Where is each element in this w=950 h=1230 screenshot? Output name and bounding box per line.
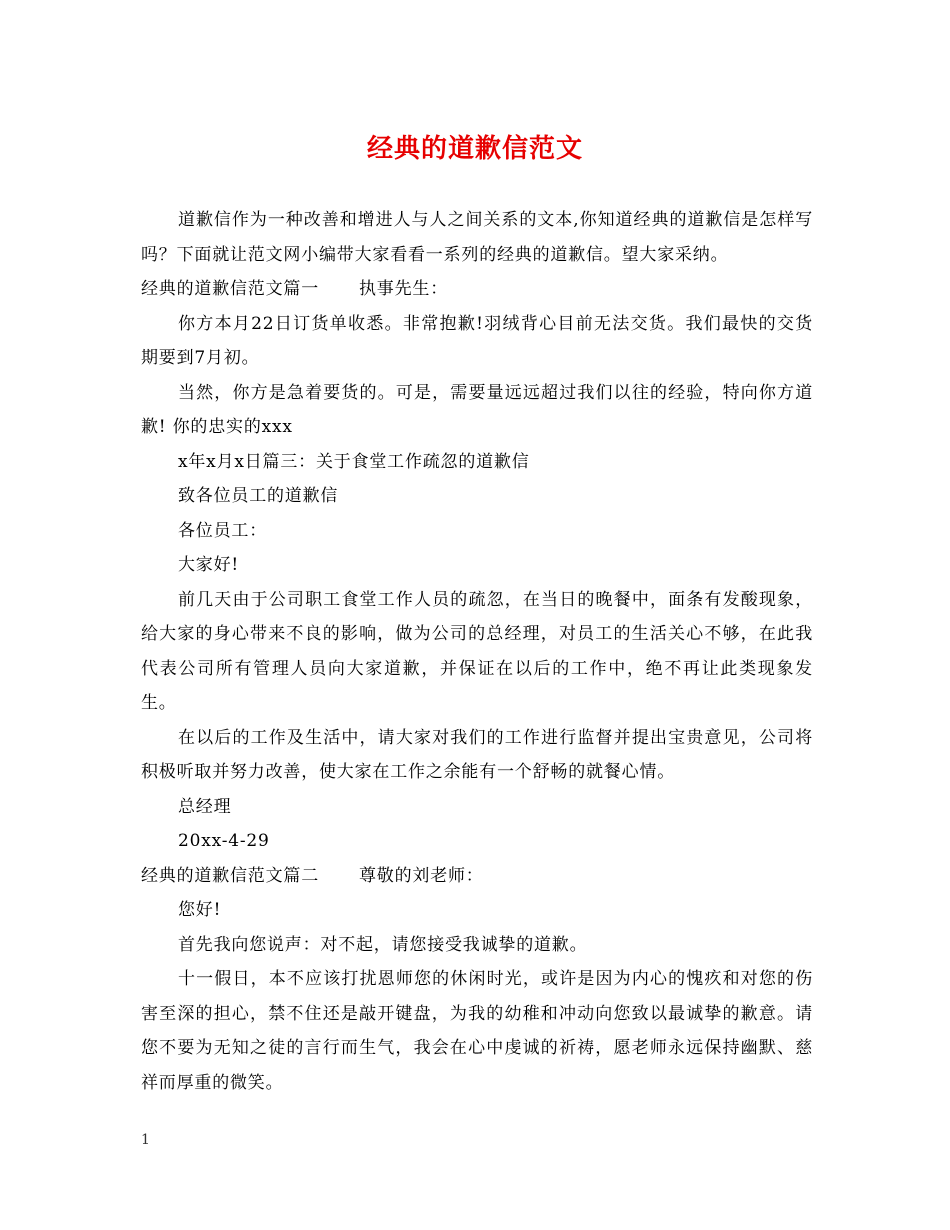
section-title-two: 经典的道歉信范文篇二 [141, 865, 319, 886]
paragraph-letter-title: 致各位员工的道歉信 [178, 486, 339, 506]
page-number: 1 [141, 1132, 150, 1148]
paragraph-holiday-apology: 十一假日，本不应该打扰恩师您的休闲时光，或许是因为内心的愧疚和对您的伤害至深的担心，禁不住还是敲开键盘，为我的幼稚和冲动向您致以最诚挚的歉意。请您不要为无知之徒的言行而生气，我会在心中虔诚的祈祷，愿老师永远保持幽默、慈祥而厚重的微笑。 [141, 969, 813, 1093]
salutation-two: 尊敬的刘老师： [359, 865, 484, 886]
intro-paragraph: 道歉信作为一种改善和增进人与人之间关系的文本,你知道经典的道歉信是怎样写吗？下面就让范文网小编带大家看看一系列的经典的道歉信。望大家采纳。 [141, 210, 813, 265]
salutation-one: 执事先生： [359, 279, 448, 299]
paragraph-order: 你方本月22日订货单收悉。非常抱歉!羽绒背心目前无法交货。我们最快的交货期要到7月初。 [141, 313, 813, 368]
document-title: 经典的道歉信范文 [366, 134, 583, 164]
paragraph-salutation-staff: 各位员工： [178, 520, 267, 541]
section-heading-two [141, 859, 813, 894]
paragraph-signature-date: 20xx-4-29 [178, 831, 270, 851]
paragraph-greeting: 大家好! [178, 555, 240, 575]
document-body [141, 203, 813, 1100]
paragraph-sorry: 首先我向您说声：对不起，请您接受我诚挚的道歉。 [178, 934, 588, 955]
section-title-one: 经典的道歉信范文篇一 [141, 279, 319, 299]
paragraph-commitment: 在以后的工作及生活中，请大家对我们的工作进行监督并提出宝贵意见，公司将积极听取并努力改善，使大家在工作之余能有一个舒畅的就餐心情。 [141, 727, 813, 782]
paragraph-date-section-three: x年x月x日篇三：关于食堂工作疏忽的道歉信 [178, 451, 530, 472]
section-heading-one [141, 272, 813, 307]
paragraph-signature: 总经理 [178, 796, 232, 817]
paragraph-apology-one: 当然，你方是急着要货的。可是，需要量远远超过我们以往的经验，特向你方道歉! 你的忠实的xxx [141, 382, 813, 437]
paragraph-incident: 前几天由于公司职工食堂工作人员的疏忽，在当日的晚餐中，面条有发酸现象，给大家的身心带来不良的影响，做为公司的总经理，对员工的生活关心不够，在此我代表公司所有管理人员向大家道歉，并保证在以后的工作中，绝不再让此类现象发生。 [141, 589, 813, 713]
paragraph-hello: 您好! [178, 900, 222, 920]
